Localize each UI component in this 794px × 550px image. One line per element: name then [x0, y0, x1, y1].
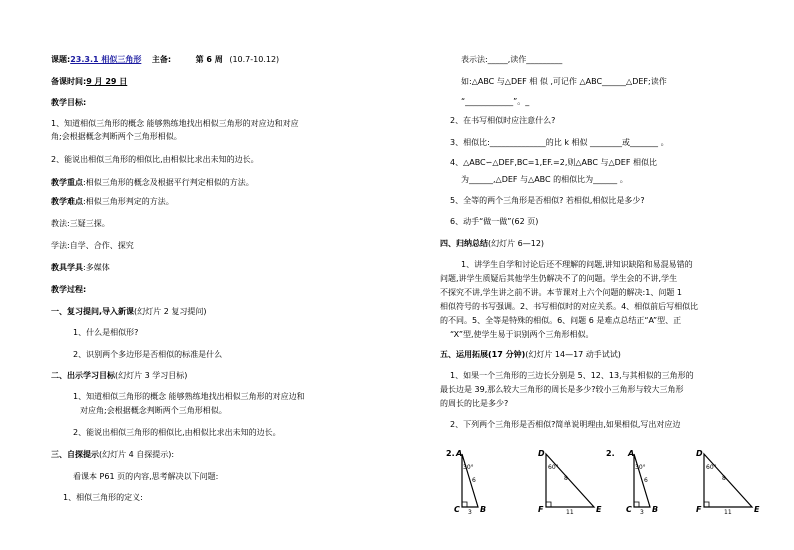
figure-1-label-br: B [480, 505, 487, 514]
section-1-title: 一、复习提问,导入新课 [51, 307, 135, 316]
goal-repeat-1a: 1、知道相似三角形的概念 能够熟练地找出相似三角形的对应边和 [73, 392, 305, 401]
figure-2-label-top: D [538, 449, 545, 458]
week-label: 第 6 周 [195, 55, 223, 64]
section-2-title: 二、出示学习目标 [51, 371, 115, 380]
definition-question: 1、相似三角形的定义: [63, 493, 143, 502]
preparer-label: 主备: [151, 55, 172, 64]
summary-line-6: “X”型,使学生易于识别两个三角形相似。 [450, 330, 594, 339]
goal-2: 2、能说出相似三角形的相似比,由相似比求出未知的边长。 [51, 155, 259, 164]
question-4a: 4、△ABC∽△DEF,BC=1,EF.=2,则△ABC 与△DEF 相似比 [450, 158, 657, 167]
figure-2-angle: 60° [548, 464, 559, 471]
tools-text: :多媒体 [83, 263, 110, 272]
section-1-note: (幻灯片 2 复习提问) [134, 307, 207, 316]
difficulty-text: :相似三角形判定的方法。 [83, 197, 174, 206]
triangle-figure-def-2 [690, 448, 770, 514]
figure-2-side: 8 [564, 475, 568, 482]
figure-3-label-bl: C [626, 505, 632, 514]
difficulty-line [51, 197, 174, 207]
section-2-heading [51, 371, 187, 381]
figure-3-label-br: B [652, 505, 659, 514]
learning-method: 学法:自学、合作、探究 [51, 241, 134, 250]
figure-3-label-top: A [628, 449, 635, 458]
section-3-heading [51, 450, 174, 460]
exercise-1c: 的周长的比是多少? [440, 399, 509, 408]
tools-label: 教具学具 [51, 263, 83, 272]
figure-4-label-top: D [696, 449, 703, 458]
goal-repeat-2: 2、能说出相似三角形的相似比,由相似比求出未知的边长。 [73, 428, 281, 437]
exercise-1b: 最长边是 39,那么较大三角形的周长是多少?较小三角形与较大三角形 [440, 385, 684, 394]
figure-3-number: 2. [606, 449, 615, 458]
topic-label: 课题: [51, 55, 71, 64]
figure-4-side: 8 [722, 475, 726, 482]
summary-line-2: 问题,讲学生质疑后其他学生仍解决不了的问题。学生会的不讲,学生 [440, 274, 678, 283]
question-4b: 为______,△DEF 与△ABC 的相似比为______ 。 [461, 175, 628, 184]
triangle-figure-abc-1 [446, 448, 506, 514]
figure-4-triangle [704, 454, 752, 507]
figure-2-right-angle [546, 502, 551, 507]
section-5-title: 五、运用拓展(17 分钟) [440, 350, 526, 359]
section-5-note: (幻灯片 14—17 动手试试) [525, 350, 621, 359]
figure-2-label-bl: F [538, 505, 544, 514]
figure-1-label-bl: C [454, 505, 460, 514]
figure-3-side: 6 [644, 477, 648, 484]
notation-reading: “____________”。_ [461, 97, 530, 106]
section-1-heading [51, 307, 206, 317]
figure-4-right-angle [704, 502, 709, 507]
question-3: 3、相似比:______________的比 k 相似 ________或_______ 。 [450, 138, 669, 147]
figure-4-angle: 60° [706, 464, 717, 471]
key-point-label: 教学重点 [51, 178, 83, 187]
question-2: 2、在书写相似时应注意什么? [450, 116, 556, 125]
section-4-heading [440, 239, 544, 249]
exercise-1a: 1、如果一个三角形的三边长分别是 5、12、13,与其相似的三角形的 [450, 371, 694, 380]
summary-line-4: 相似符号的书写强调。2、书写相似时的对应关系。4、相似前后写相似比 [440, 302, 699, 311]
triangle-figure-abc-2 [606, 448, 666, 514]
review-question-2: 2、识别两个多边形是否相似的标准是什么 [73, 350, 223, 359]
summary-line-1: 1、讲学生自学和讨论后还不理解的问题,讲知识缺陷和易混易错的 [461, 260, 693, 269]
figure-1-side: 6 [472, 477, 476, 484]
figure-1-right-angle [462, 502, 467, 507]
review-question-1: 1、什么是相似形? [73, 328, 139, 337]
goal-1a: 1、知道相似三角形的概念 能够熟练地找出相似三角形的对应边和对应 [51, 119, 299, 128]
process-heading: 教学过程: [51, 285, 87, 294]
key-point-line [51, 178, 254, 188]
figure-1-number: 2. [446, 449, 455, 458]
week-range: (10.7-10.12) [229, 55, 280, 64]
figure-2-label-br: E [596, 505, 602, 514]
tools-line [51, 263, 110, 273]
notation-line: 表示法:_____,读作_________ [461, 55, 563, 64]
prep-time-label: 备课时间: [51, 77, 87, 86]
figure-2-triangle [546, 454, 594, 507]
section-5-heading [440, 350, 621, 360]
section-4-title: 四、归纳总结 [440, 239, 488, 248]
topic-value: 23.3.1 相似三角形 [70, 55, 142, 64]
figure-2-base: 11 [566, 509, 574, 516]
difficulty-label: 教学难点 [51, 197, 83, 206]
section-2-note: (幻灯片 3 学习目标) [115, 371, 188, 380]
summary-line-5: 的不同。5、全等是特殊的相似。6、问题 6 是难点总结正“A”型、正 [440, 316, 682, 325]
teaching-method: 教法:三疑三探。 [51, 219, 110, 228]
goal-1b: 角;会根据概念判断两个三角形相似。 [51, 132, 182, 141]
goal-repeat-1b: 对应角;会根据概念判断两个三角形相似。 [80, 406, 227, 415]
figure-3-base: 3 [640, 509, 644, 516]
prep-time-line [51, 77, 127, 87]
figure-4-base: 11 [724, 509, 732, 516]
figure-1-label-top: A [456, 449, 463, 458]
figure-1-base: 3 [468, 509, 472, 516]
section-3-title: 三、自探提示 [51, 450, 99, 459]
figure-4-label-br: E [754, 505, 760, 514]
topic-line [51, 55, 279, 65]
goals-heading: 教学目标: [51, 98, 87, 107]
self-study-instruction: 看课本 P61 页的内容,思考解决以下问题: [73, 472, 219, 481]
figure-4-label-bl: F [696, 505, 702, 514]
section-4-note: (幻灯片 6—12) [488, 239, 545, 248]
question-6: 6、动手“做一做”(62 页) [450, 217, 539, 226]
exercise-2: 2、下列两个三角形是否相似?简单说明理由,如果相似,写出对应边 [450, 420, 681, 429]
question-5: 5、全等的两个三角形是否相似? 若相似,相似比是多少? [450, 196, 645, 205]
summary-line-3: 不探究不讲,学生讲之前不讲。本节课对上六个问题的解决:1、问题 1 [440, 288, 682, 297]
figure-1-angle: 30° [463, 464, 474, 471]
notation-example: 如:△ABC 与△DEF 相 似 ,可记作 △ABC______△DEF;读作 [461, 77, 667, 86]
prep-time-value: 9 月 29 日 [86, 77, 128, 86]
figure-3-angle: 30° [635, 464, 646, 471]
section-3-note: (幻灯片 4 自探提示): [99, 450, 175, 459]
key-point-text: :相似三角形的概念及根据平行判定相似的方法。 [83, 178, 254, 187]
figure-3-right-angle [634, 502, 639, 507]
